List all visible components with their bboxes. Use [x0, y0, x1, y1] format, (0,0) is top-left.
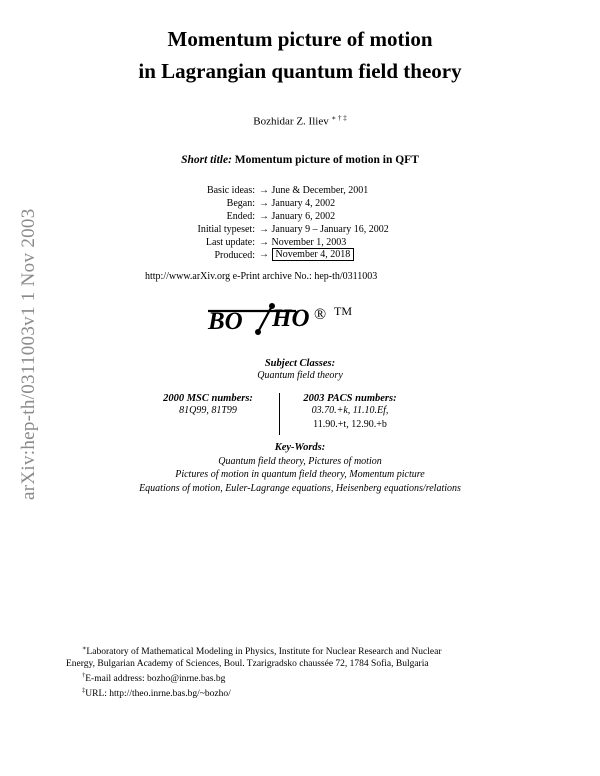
logo-text-ho: HO	[272, 305, 310, 332]
subject-value: Quantum field theory	[257, 370, 343, 381]
title-line-2: in Lagrangian quantum field theory	[138, 59, 462, 83]
date-label-began: Began:	[226, 198, 255, 209]
footnote-mark: ∗	[82, 645, 87, 652]
author-line	[0, 114, 600, 128]
date-label-basic-ideas: Basic ideas:	[206, 185, 255, 196]
pacs-header: 2003 PACS numbers:	[303, 393, 397, 404]
msc-header: 2000 MSC numbers:	[163, 393, 253, 404]
footnote-url-text: URL: http://theo.inrne.bas.bg/~bozho/	[85, 689, 231, 700]
logo-slash	[258, 306, 272, 332]
logo-text-bo: BO	[208, 308, 243, 335]
keywords-header: Key-Words:	[274, 442, 326, 453]
footnote-affiliation-line-1: Laboratory of Mathematical Modeling in Physics, Institute for Nuclear Research and Nuclear	[86, 647, 442, 658]
date-label-produced: Produced:	[214, 250, 255, 261]
short-title-text: Momentum picture of motion in QFT	[234, 154, 419, 166]
date-value-initial-typeset: → January 9 – January 16, 2002	[259, 224, 389, 235]
msc-block	[140, 393, 276, 416]
date-value-last-update: → November 1, 2003	[259, 237, 347, 248]
logo-registered-mark: ®	[314, 306, 327, 323]
title-line-1: Momentum picture of motion	[167, 27, 433, 51]
date-label-initial-typeset: Initial typeset:	[197, 224, 255, 235]
date-value-ended: → January 6, 2002	[259, 211, 336, 222]
footnote-email	[66, 670, 566, 685]
produced-date-boxed: November 4, 2018	[272, 248, 355, 261]
logo-trademark: TM	[334, 304, 352, 318]
footnote-mark: †	[82, 672, 86, 680]
footnote-url	[66, 685, 566, 700]
dates-block	[0, 184, 600, 264]
short-title-line	[0, 154, 600, 166]
short-title-label: Short title:	[181, 154, 232, 166]
archive-line: http://www.arXiv.org e-Print archive No.: hep-th/0311003	[145, 271, 378, 282]
paper-title	[0, 24, 600, 86]
footnote-mark: ‡	[82, 687, 86, 695]
msc-value: 81Q99, 81T99	[179, 405, 237, 416]
date-value-produced	[259, 248, 354, 261]
author-footnote-marks: ∗ † ‡	[331, 114, 347, 122]
date-label-ended: Ended:	[226, 211, 255, 222]
subject-classes	[0, 358, 600, 381]
bozho-logo	[206, 298, 376, 340]
footnote-affiliation	[66, 643, 566, 658]
subject-header: Subject Classes:	[264, 358, 336, 369]
keyword-line: Quantum field theory, Pictures of motion	[218, 455, 382, 467]
logo-dot-bottom	[255, 329, 261, 335]
date-value-basic-ideas: → June & December, 2001	[259, 185, 369, 196]
footnote-affiliation-line-2: Energy, Bulgarian Academy of Sciences, Boul. Tzarigradsko chaussée 72, 1784 Sofia, Bulgaria	[66, 659, 429, 670]
footnotes	[66, 643, 566, 700]
footnote-email-text: E-mail address: bozho@inrne.bas.bg	[85, 674, 226, 685]
keyword-line: Equations of motion, Euler-Lagrange equations, Heisenberg equations/relations	[139, 482, 461, 494]
pacs-block	[280, 393, 420, 430]
date-value-began: → January 4, 2002	[259, 198, 336, 209]
author-name: Bozhidar Z. Iliev	[253, 115, 329, 128]
arxiv-sidebar-stamp: arXiv:hep-th/0311003v1 1 Nov 2003	[18, 208, 39, 500]
pacs-value-1: 03.70.+k, 11.10.Ef,	[311, 405, 389, 416]
keyword-line: Pictures of motion in quantum field theory, Momentum picture	[175, 469, 425, 480]
keywords-block	[0, 441, 600, 495]
date-label-last-update: Last update:	[205, 237, 255, 248]
produced-arrow: →	[259, 249, 269, 260]
pacs-value-2: 11.90.+t, 12.90.+b	[313, 419, 387, 430]
